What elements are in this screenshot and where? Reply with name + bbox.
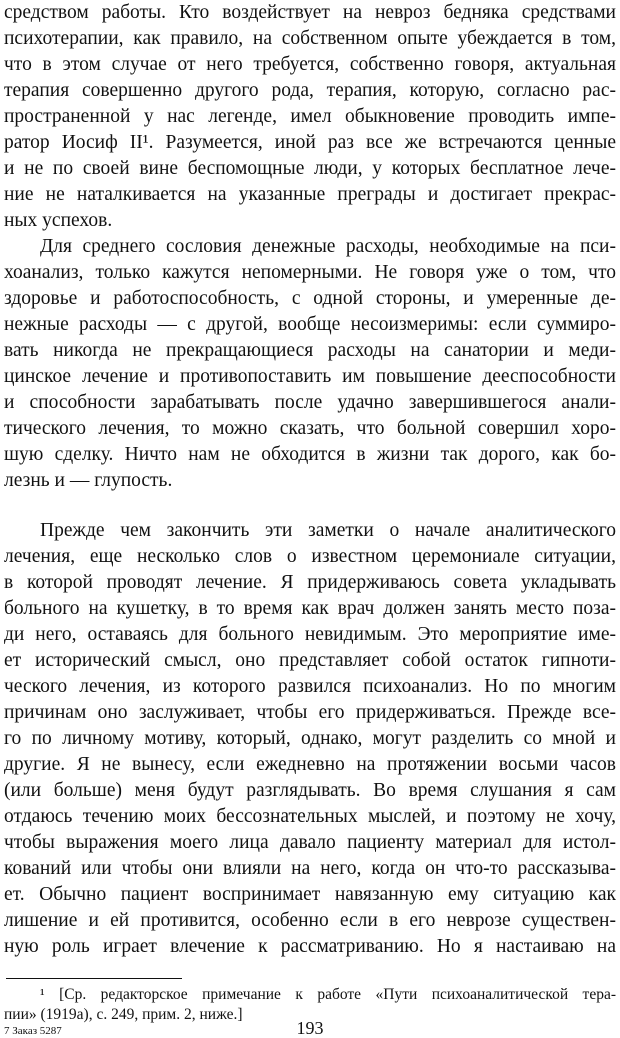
page-number: 193 [296, 1018, 324, 1038]
body-line: чтобы выражения моего лица давало пациенту материал для истол- [4, 832, 616, 853]
body-line: тического лечения, то можно сказать, что больной совершил хоро- [4, 418, 616, 439]
body-line: что в этом случае от него требуется, собственно говоря, актуальная [4, 54, 616, 75]
body-line: отдаюсь течению моих бессознательных мыслей, и поэтому не хочу, [4, 806, 616, 827]
body-line: хоанализ, только кажутся непомерными. Не говоря уже о том, что [4, 262, 616, 283]
body-line: здоровье и работоспособность, с одной стороны, и умеренные де- [4, 288, 616, 309]
footnote-line: ¹ [Ср. редакторское примечание к работе «Пути психоаналитической тера- [40, 986, 616, 1003]
paragraph-first-line: Прежде чем закончить эти заметки о начале аналитического [40, 520, 616, 541]
body-line: ных успехов. [4, 210, 113, 231]
body-line: нежные расходы — с другой, вообще несоизмеримы: если суммиро- [4, 314, 616, 335]
footnote-divider [6, 978, 182, 979]
body-line: кований или чтобы они влияли на него, когда он что-то рассказыва- [4, 858, 616, 879]
body-line: шую сделку. Ничто нам не обходится в жизни так дорого, как бо- [4, 444, 616, 465]
body-line: психотерапии, как правило, на собственном опыте убеждается в том, [4, 28, 616, 49]
body-line: ную роль играет влечение к рассматриванию. Но я настаиваю на [4, 936, 616, 957]
paragraph-first-line: Для среднего сословия денежные расходы, необходимые на пси- [40, 236, 616, 257]
body-line: в которой проводят лечение. Я придерживаюсь совета укладывать [4, 572, 616, 593]
footnote-line: пии» (1919а), с. 249, прим. 2, ниже.] [4, 1006, 243, 1023]
body-line: вать никогда не прекращающиеся расходы на санатории и меди- [4, 340, 616, 361]
body-line: и способности зарабатывать после удачно завершившегося анали- [4, 392, 616, 413]
printer-signature: 7 Заказ 5287 [4, 1025, 62, 1037]
body-line: другие. Я не вынесу, если ежедневно на протяжении восьми часов [4, 754, 616, 775]
body-line: лечения, еще несколько слов о известном церемониале ситуации, [4, 546, 616, 567]
body-line: ние не наталкивается на указанные преграды и достигает прекрас- [4, 184, 616, 205]
body-line: цинское лечение и противопоставить им повышение дееспособности [4, 366, 616, 387]
body-line: средством работы. Кто воздействует на невроз бедняка средствами [4, 2, 616, 23]
body-line: лишение и ей противится, особенно если в его неврозе существен- [4, 910, 616, 931]
body-line: ет исторический смысл, оно представляет собой остаток гипноти- [4, 650, 616, 671]
body-line: пространенной у нас легенде, имел обыкновение проводить импе- [4, 106, 616, 127]
body-line: (или больше) меня будут разглядывать. Во время слушания я сам [4, 780, 616, 801]
body-line: лезнь и — глупость. [4, 470, 173, 491]
body-line: причинам оно заслуживает, чтобы его придерживаться. Прежде все- [4, 702, 616, 723]
body-line: терапия совершенно другого рода, терапия, которую, согласно рас- [4, 80, 616, 101]
body-line: го по личному мотиву, который, однако, могут разделить со мной и [4, 728, 616, 749]
body-line: ратор Иосиф II¹. Разумеется, иной раз все же встречаются ценные [4, 132, 616, 153]
body-line: ческого лечения, из которого развился психоанализ. Но по многим [4, 676, 616, 697]
body-line: больного на кушетку, в то время как врач должен занять место поза- [4, 598, 616, 619]
body-line: и не по своей вине беспомощные люди, у которых бесплатное лече- [4, 158, 616, 179]
body-line: ет. Обычно пациент воспринимает навязанную ему ситуацию как [4, 884, 616, 905]
body-line: ди него, оставаясь для больного невидимым. Это мероприятие име- [4, 624, 616, 645]
